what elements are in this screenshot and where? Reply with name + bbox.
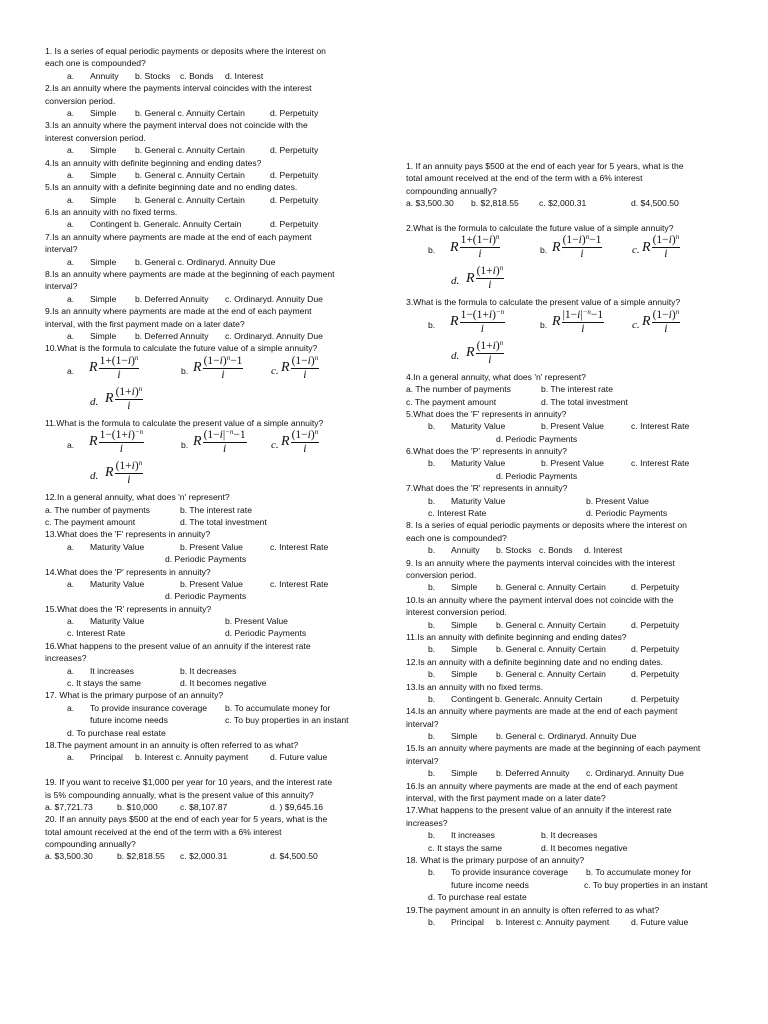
option-label: b. xyxy=(540,245,548,256)
option-label: c. xyxy=(271,364,279,377)
option-label: d. xyxy=(90,470,99,483)
answer-options xyxy=(406,916,726,928)
answer-option: c. Ordinaryd. Annuity Due xyxy=(225,330,323,341)
answer-options xyxy=(406,730,726,742)
answer-option: a. $7,721.73 xyxy=(45,801,93,812)
answer-option: Maturity Value xyxy=(90,541,145,552)
formula-option: R $\frac{(1-i)^n}{i}$ xyxy=(281,428,319,456)
question-text: compounding annually? xyxy=(406,185,497,196)
left-column xyxy=(45,45,365,863)
answer-option: c. To buy properties in an instant xyxy=(584,879,708,890)
answer-options xyxy=(406,383,726,395)
answer-options xyxy=(45,169,365,181)
right-column xyxy=(406,160,726,928)
answer-option: c. $2,000.31 xyxy=(180,851,228,862)
answer-option: b. General c. Annuity Certain xyxy=(496,644,606,655)
answer-options xyxy=(45,293,365,305)
answer-option: b. General c. Annuity Certain xyxy=(496,582,606,593)
question-text: interval, with the first payment made on a later date? xyxy=(45,318,245,329)
answer-option: c. Interest Rate xyxy=(270,541,329,552)
question-text: 1. If an annuity pays $500 at the end of each year for 5 years, what is the xyxy=(406,161,684,171)
answer-option: b. The interest rate xyxy=(541,384,613,395)
question-text: 2.Is an annuity where the payments interval coincides with the interest xyxy=(45,83,312,94)
question-text: 16.What happens to the present value of an annuity if the interest rate xyxy=(45,640,311,651)
formula-option: R $\frac{|1-i|^{-n}-1}{i}$ xyxy=(552,307,604,335)
answer-options xyxy=(45,144,365,156)
answer-option: c. The payment amount xyxy=(45,516,136,527)
question-text: 1. Is a series of equal periodic payments or deposits where the interest on xyxy=(45,46,326,56)
answer-option: a. xyxy=(67,256,75,267)
answer-option: c. $8,107.87 xyxy=(180,801,228,812)
answer-option: b. Present Value xyxy=(541,458,604,469)
answer-options xyxy=(406,495,726,507)
answer-option: d. Perpetuity xyxy=(631,669,680,680)
answer-options xyxy=(45,727,365,739)
answer-option: Simple xyxy=(451,669,478,680)
answer-option: a. xyxy=(67,616,75,627)
formula-option: R $\frac{1-(1+i)^{-n}}{i}$ xyxy=(89,428,144,456)
question-text: 19. If you want to receive $1,000 per year for 10 years, and the interest rate xyxy=(45,777,333,788)
answer-option: Simple xyxy=(451,768,478,779)
answer-option: d. Perpetuity xyxy=(270,219,319,230)
answer-option: a. xyxy=(67,145,75,156)
answer-options xyxy=(45,714,365,726)
answer-options xyxy=(45,218,365,230)
answer-options xyxy=(406,891,726,903)
answer-option: b. General c. Annuity Certain xyxy=(135,194,245,205)
answer-options xyxy=(406,693,726,705)
answer-options xyxy=(45,70,365,82)
answer-options xyxy=(45,702,365,714)
answer-option: It increases xyxy=(451,830,495,841)
option-label: d. xyxy=(90,395,99,408)
answer-option: b. xyxy=(428,495,436,506)
question-text: increases? xyxy=(45,653,87,664)
answer-option: b. xyxy=(428,867,436,878)
answer-options xyxy=(406,470,726,482)
formula-option: R $\frac{(1-i)^n-1}{i}$ xyxy=(552,233,602,261)
answer-option: d. ) $9,645.16 xyxy=(270,801,324,812)
question-text: interest conversion period. xyxy=(45,132,146,143)
answer-option: c. Interest Rate xyxy=(67,628,126,639)
question-text: 7.Is an annuity where payments are made at the end of each payment xyxy=(45,231,312,242)
option-label: d. xyxy=(451,275,460,288)
answer-option: d. The total investment xyxy=(541,396,628,407)
question-text: 9.Is an annuity where payments are made at the end of each payment xyxy=(45,306,312,317)
answer-option: b. xyxy=(428,830,436,841)
answer-options xyxy=(45,330,365,342)
answer-options xyxy=(406,842,726,854)
question-text: 7.What does the 'R' represents in annuity? xyxy=(406,483,568,494)
answer-option: d. Future value xyxy=(631,916,689,927)
formula-option: R $\frac{1+(1-i)^n}{i}$ xyxy=(450,233,500,261)
answer-option: Contingent b. Generalc. Annuity Certain xyxy=(451,693,603,704)
answer-option: future income needs xyxy=(451,879,529,890)
answer-option: b. xyxy=(428,916,436,927)
answer-option: d. Periodic Payments xyxy=(165,591,247,602)
answer-options xyxy=(406,457,726,469)
formula-option: R $\frac{1+(1-i)^n}{i}$ xyxy=(89,353,139,381)
answer-option: c. Bonds xyxy=(180,70,214,81)
answer-option: a. xyxy=(67,194,75,205)
answer-option: c. To buy properties in an instant xyxy=(225,715,349,726)
answer-option: a. xyxy=(67,330,75,341)
answer-option: a. $3,500.30 xyxy=(45,851,93,862)
answer-option: d. To purchase real estate xyxy=(428,892,527,903)
answer-option: b. xyxy=(428,458,436,469)
answer-option: d. Perpetuity xyxy=(631,644,680,655)
question-text: 13.What does the 'F' represents in annuity? xyxy=(45,529,211,540)
answer-option: Simple xyxy=(90,194,117,205)
answer-option: a. xyxy=(67,169,75,180)
answer-option: c. It stays the same xyxy=(428,842,503,853)
answer-option: b. $10,000 xyxy=(117,801,158,812)
question-text: 6.Is an annuity with no fixed terms. xyxy=(45,207,178,218)
answer-option: b. Interest c. Annuity payment xyxy=(496,916,610,927)
answer-option: d. It becomes negative xyxy=(180,678,267,689)
answer-options xyxy=(406,879,726,891)
answer-options xyxy=(45,751,365,763)
question-text: 13.Is an annuity with no fixed terms. xyxy=(406,681,544,692)
formula-option: R $\frac{1-(1+i)^{-n}}{i}$ xyxy=(450,307,505,335)
answer-option: Simple xyxy=(451,619,478,630)
option-label: b. xyxy=(428,245,436,256)
answer-options xyxy=(45,627,365,639)
answer-option: b. It decreases xyxy=(180,665,237,676)
answer-option: a. xyxy=(67,702,75,713)
formula-option: R $\frac{(1-i)^n}{i}$ xyxy=(281,353,319,381)
question-text: 4.Is an annuity with definite beginning and ending dates? xyxy=(45,157,262,168)
option-label: b. xyxy=(181,440,189,451)
answer-option: b. It decreases xyxy=(541,830,598,841)
answer-option: c. Interest Rate xyxy=(428,508,487,519)
answer-options xyxy=(45,541,365,553)
question-text: each one is compounded? xyxy=(406,532,507,543)
question-text: conversion period. xyxy=(45,95,116,106)
answer-option: Simple xyxy=(90,107,117,118)
answer-option: c. Bonds xyxy=(539,545,573,556)
answer-option: a. xyxy=(67,665,75,676)
answer-options xyxy=(406,668,726,680)
question-text: conversion period. xyxy=(406,569,477,580)
answer-option: a. xyxy=(67,70,75,81)
formula-options-row xyxy=(406,265,726,296)
answer-option: To provide insurance coverage xyxy=(451,867,569,878)
answer-options xyxy=(45,665,365,677)
answer-option: Maturity Value xyxy=(90,578,145,589)
formula-options-row xyxy=(406,309,726,340)
formula-options-row xyxy=(45,429,365,460)
formula-options-row xyxy=(406,340,726,371)
answer-option: future income needs xyxy=(90,715,168,726)
answer-option: b. xyxy=(428,693,436,704)
answer-option: It increases xyxy=(90,665,134,676)
answer-option: a. xyxy=(67,219,75,230)
option-label: b. xyxy=(540,319,548,330)
answer-options xyxy=(406,396,726,408)
question-text: interval, with the first payment made on a later date? xyxy=(406,793,606,804)
question-text: 5.What does the 'F' represents in annuity? xyxy=(406,408,567,419)
answer-option: b. Deferred Annuity xyxy=(135,330,209,341)
answer-options xyxy=(45,194,365,206)
option-label: d. xyxy=(451,349,460,362)
answer-option: Simple xyxy=(90,169,117,180)
answer-option: Principal xyxy=(90,752,123,763)
answer-option: b. xyxy=(428,545,436,556)
answer-option: c. Ordinaryd. Annuity Due xyxy=(586,768,684,779)
answer-option: Maturity Value xyxy=(90,616,145,627)
answer-options xyxy=(406,643,726,655)
answer-options xyxy=(406,619,726,631)
answer-option: b. To accumulate money for xyxy=(586,867,692,878)
answer-option: b. To accumulate money for xyxy=(225,702,331,713)
answer-options xyxy=(45,578,365,590)
answer-option: b. $2,818.55 xyxy=(471,198,519,209)
answer-option: c. $2,000.31 xyxy=(539,198,587,209)
answer-option: Simple xyxy=(90,145,117,156)
answer-option: d. It becomes negative xyxy=(541,842,628,853)
answer-option: Maturity Value xyxy=(451,458,506,469)
question-text: 17.What happens to the present value of an annuity if the interest rate xyxy=(406,805,672,816)
answer-options xyxy=(45,801,365,813)
question-text: compounding annually? xyxy=(45,839,136,850)
answer-option: b. xyxy=(428,582,436,593)
option-label: b. xyxy=(181,365,189,376)
answer-option: d. Periodic Payments xyxy=(496,470,578,481)
formula-option: R $\frac{(1-i)^n-1}{i}$ xyxy=(193,353,243,381)
question-text: 15.Is an annuity where payments are made at the beginning of each payment xyxy=(406,743,701,754)
answer-option: b. Interest c. Annuity payment xyxy=(135,752,249,763)
answer-option: d. Future value xyxy=(270,752,328,763)
question-text: 10.Is an annuity where the payment interval does not coincide with the xyxy=(406,594,674,605)
formula-options-row xyxy=(406,234,726,265)
answer-options xyxy=(406,197,726,209)
answer-option: d. Periodic Payments xyxy=(225,628,307,639)
answer-option: Annuity xyxy=(90,70,119,81)
option-label: a. xyxy=(67,440,75,451)
answer-option: b. Present Value xyxy=(180,578,243,589)
answer-option: a. xyxy=(67,752,75,763)
question-text: 3.What is the formula to calculate the present value of a simple annuity? xyxy=(406,297,681,308)
question-text: 3.Is an annuity where the payment interval does not coincide with the xyxy=(45,120,308,131)
formula-option: R $\frac{(1-i)^n}{i}$ xyxy=(642,233,680,261)
formula-option: R $\frac{(1+i)^n}{i}$ xyxy=(105,459,143,487)
answer-option: b. $2,818.55 xyxy=(117,851,165,862)
question-text: 9. Is an annuity where the payments interval coincides with the interest xyxy=(406,557,675,568)
answer-option: b. The interest rate xyxy=(180,504,252,515)
answer-option: Annuity xyxy=(451,545,480,556)
question-text: 12.Is an annuity with a definite beginning date and no ending dates. xyxy=(406,656,664,667)
answer-options xyxy=(406,544,726,556)
answer-option: d. Perpetuity xyxy=(270,145,319,156)
answer-option: c. It stays the same xyxy=(67,678,142,689)
question-text: interest conversion period. xyxy=(406,607,507,618)
answer-option: b. Present Value xyxy=(180,541,243,552)
question-text: 16.Is an annuity where payments are made at the end of each payment xyxy=(406,780,678,791)
answer-option: b. General c. Ordinaryd. Annuity Due xyxy=(135,256,276,267)
answer-options xyxy=(45,516,365,528)
answer-option: d. Perpetuity xyxy=(631,582,680,593)
formula-option: R $\frac{(1-i|^{-n}-1}{i}$ xyxy=(193,428,246,456)
answer-option: a. The number of payments xyxy=(45,504,150,515)
question-text: total amount received at the end of the term with a 6% interest xyxy=(45,826,282,837)
answer-option: b. xyxy=(428,731,436,742)
answer-option: d. Perpetuity xyxy=(631,619,680,630)
answer-option: a. xyxy=(67,578,75,589)
option-label: a. xyxy=(67,365,75,376)
answer-options xyxy=(406,581,726,593)
answer-options xyxy=(45,615,365,627)
answer-option: d. To purchase real estate xyxy=(67,727,166,738)
answer-options xyxy=(406,433,726,445)
formula-options-row xyxy=(45,460,365,491)
answer-option: Maturity Value xyxy=(451,495,506,506)
question-text: interval? xyxy=(45,244,78,255)
answer-option: b. xyxy=(428,644,436,655)
answer-options xyxy=(406,507,726,519)
answer-option: b. Deferred Annuity xyxy=(496,768,570,779)
answer-option: a. xyxy=(67,293,75,304)
answer-option: b. General c. Annuity Certain xyxy=(135,107,245,118)
answer-option: b. General c. Annuity Certain xyxy=(135,169,245,180)
answer-option: c. Ordinaryd. Annuity Due xyxy=(225,293,323,304)
question-text: 18.The payment amount in an annuity is often referred to as what? xyxy=(45,739,299,750)
formula-option: R $\frac{(1+i)^n}{i}$ xyxy=(466,338,504,366)
answer-options xyxy=(45,590,365,602)
question-text: 18. What is the primary purpose of an annuity? xyxy=(406,854,585,865)
answer-option: d. Periodic Payments xyxy=(496,433,578,444)
answer-options xyxy=(45,553,365,565)
answer-option: a. xyxy=(67,541,75,552)
question-text: 17. What is the primary purpose of an annuity? xyxy=(45,690,224,701)
answer-options xyxy=(45,850,365,862)
answer-option: b. xyxy=(428,619,436,630)
answer-option: Simple xyxy=(451,644,478,655)
answer-option: d. The total investment xyxy=(180,516,267,527)
answer-option: c. The payment amount xyxy=(406,396,497,407)
question-text: 19.The payment amount in an annuity is often referred to as what? xyxy=(406,904,660,915)
formula-option: R $\frac{(1+i)^n}{i}$ xyxy=(105,384,143,412)
question-text: 14.Is an annuity where payments are made at the end of each payment xyxy=(406,706,678,717)
answer-option: Principal xyxy=(451,916,484,927)
answer-option: b. xyxy=(428,421,436,432)
question-text: 10.What is the formula to calculate the future value of a simple annuity? xyxy=(45,343,318,354)
answer-options xyxy=(406,866,726,878)
question-text: 5.Is an annuity with a definite beginning date and no ending dates. xyxy=(45,182,298,193)
answer-option: d. Perpetuity xyxy=(270,107,319,118)
answer-option: b. Present Value xyxy=(225,616,288,627)
answer-option: b. General c. Annuity Certain xyxy=(135,145,245,156)
answer-option: c. Interest Rate xyxy=(631,421,690,432)
question-text: total amount received at the end of the term with a 6% interest xyxy=(406,173,643,184)
answer-options xyxy=(45,256,365,268)
answer-option: d. Interest xyxy=(584,545,623,556)
answer-option: b. General c. Annuity Certain xyxy=(496,619,606,630)
option-label: c. xyxy=(632,244,640,257)
formula-options-row xyxy=(45,355,365,386)
answer-options xyxy=(45,504,365,516)
question-text: interval? xyxy=(45,281,78,292)
answer-option: Simple xyxy=(90,330,117,341)
answer-option: c. Interest Rate xyxy=(631,458,690,469)
answer-option: d. Perpetuity xyxy=(631,693,680,704)
answer-option: Contingent b. Generalc. Annuity Certain xyxy=(90,219,242,230)
answer-option: b. xyxy=(428,768,436,779)
formula-option: R $\frac{(1+i)^n}{i}$ xyxy=(466,264,504,292)
answer-option: To provide insurance coverage xyxy=(90,702,208,713)
answer-option: c. Interest Rate xyxy=(270,578,329,589)
question-text: interval? xyxy=(406,755,439,766)
option-label: b. xyxy=(428,319,436,330)
answer-option: b. Present Value xyxy=(586,495,649,506)
answer-options xyxy=(45,107,365,119)
question-text: 6.What does the 'P' represents in annuity? xyxy=(406,446,567,457)
answer-option: b. Deferred Annuity xyxy=(135,293,209,304)
answer-option: a. $3,500.30 xyxy=(406,198,454,209)
question-text: 12.In a general annuity, what does 'n' represent? xyxy=(45,492,230,503)
answer-options xyxy=(45,677,365,689)
answer-option: d. Perpetuity xyxy=(270,169,319,180)
question-text: 14.What does the 'P' represents in annuity? xyxy=(45,566,211,577)
option-label: c. xyxy=(271,439,279,452)
answer-option: b. General c. Annuity Certain xyxy=(496,669,606,680)
answer-options xyxy=(406,420,726,432)
answer-option: d. $4,500.50 xyxy=(631,198,679,209)
answer-options xyxy=(406,829,726,841)
answer-option: d. Periodic Payments xyxy=(586,508,668,519)
question-text: 4.In a general annuity, what does 'n' represent? xyxy=(406,371,586,382)
question-text: 8.Is an annuity where payments are made at the beginning of each payment xyxy=(45,269,335,280)
question-text: 2.What is the formula to calculate the future value of a simple annuity? xyxy=(406,222,674,233)
question-text: 15.What does the 'R' represents in annuity? xyxy=(45,603,212,614)
answer-option: b. Present Value xyxy=(541,421,604,432)
question-text: is 5% compounding annually, what is the present value of this annuity? xyxy=(45,789,314,800)
formula-option: R $\frac{(1-i)^n}{i}$ xyxy=(642,307,680,335)
answer-option: b. Stocks xyxy=(135,70,171,81)
answer-option: a. xyxy=(67,107,75,118)
answer-option: d. Interest xyxy=(225,70,264,81)
answer-option: b. Stocks xyxy=(496,545,532,556)
answer-option: d. Periodic Payments xyxy=(165,554,247,565)
answer-option: Simple xyxy=(451,731,478,742)
answer-option: Simple xyxy=(90,256,117,267)
question-text: 11.What is the formula to calculate the present value of a simple annuity? xyxy=(45,417,324,428)
answer-option: b. General c. Ordinaryd. Annuity Due xyxy=(496,731,637,742)
question-text: each one is compounded? xyxy=(45,58,146,69)
answer-option: d. $4,500.50 xyxy=(270,851,318,862)
answer-option: d. Perpetuity xyxy=(270,194,319,205)
answer-option: Simple xyxy=(90,293,117,304)
answer-option: a. The number of payments xyxy=(406,384,511,395)
answer-option: b. xyxy=(428,669,436,680)
option-label: c. xyxy=(632,318,640,331)
question-text: increases? xyxy=(406,817,448,828)
question-text: 20. If an annuity pays $500 at the end of each year for 5 years, what is the xyxy=(45,814,328,825)
formula-options-row xyxy=(45,386,365,417)
question-text: 8. Is a series of equal periodic payments or deposits where the interest on xyxy=(406,520,687,531)
question-text: interval? xyxy=(406,718,439,729)
answer-option: Simple xyxy=(451,582,478,593)
answer-options xyxy=(406,767,726,779)
answer-option: Maturity Value xyxy=(451,421,506,432)
question-text: 11.Is an annuity with definite beginning and ending dates? xyxy=(406,631,627,642)
